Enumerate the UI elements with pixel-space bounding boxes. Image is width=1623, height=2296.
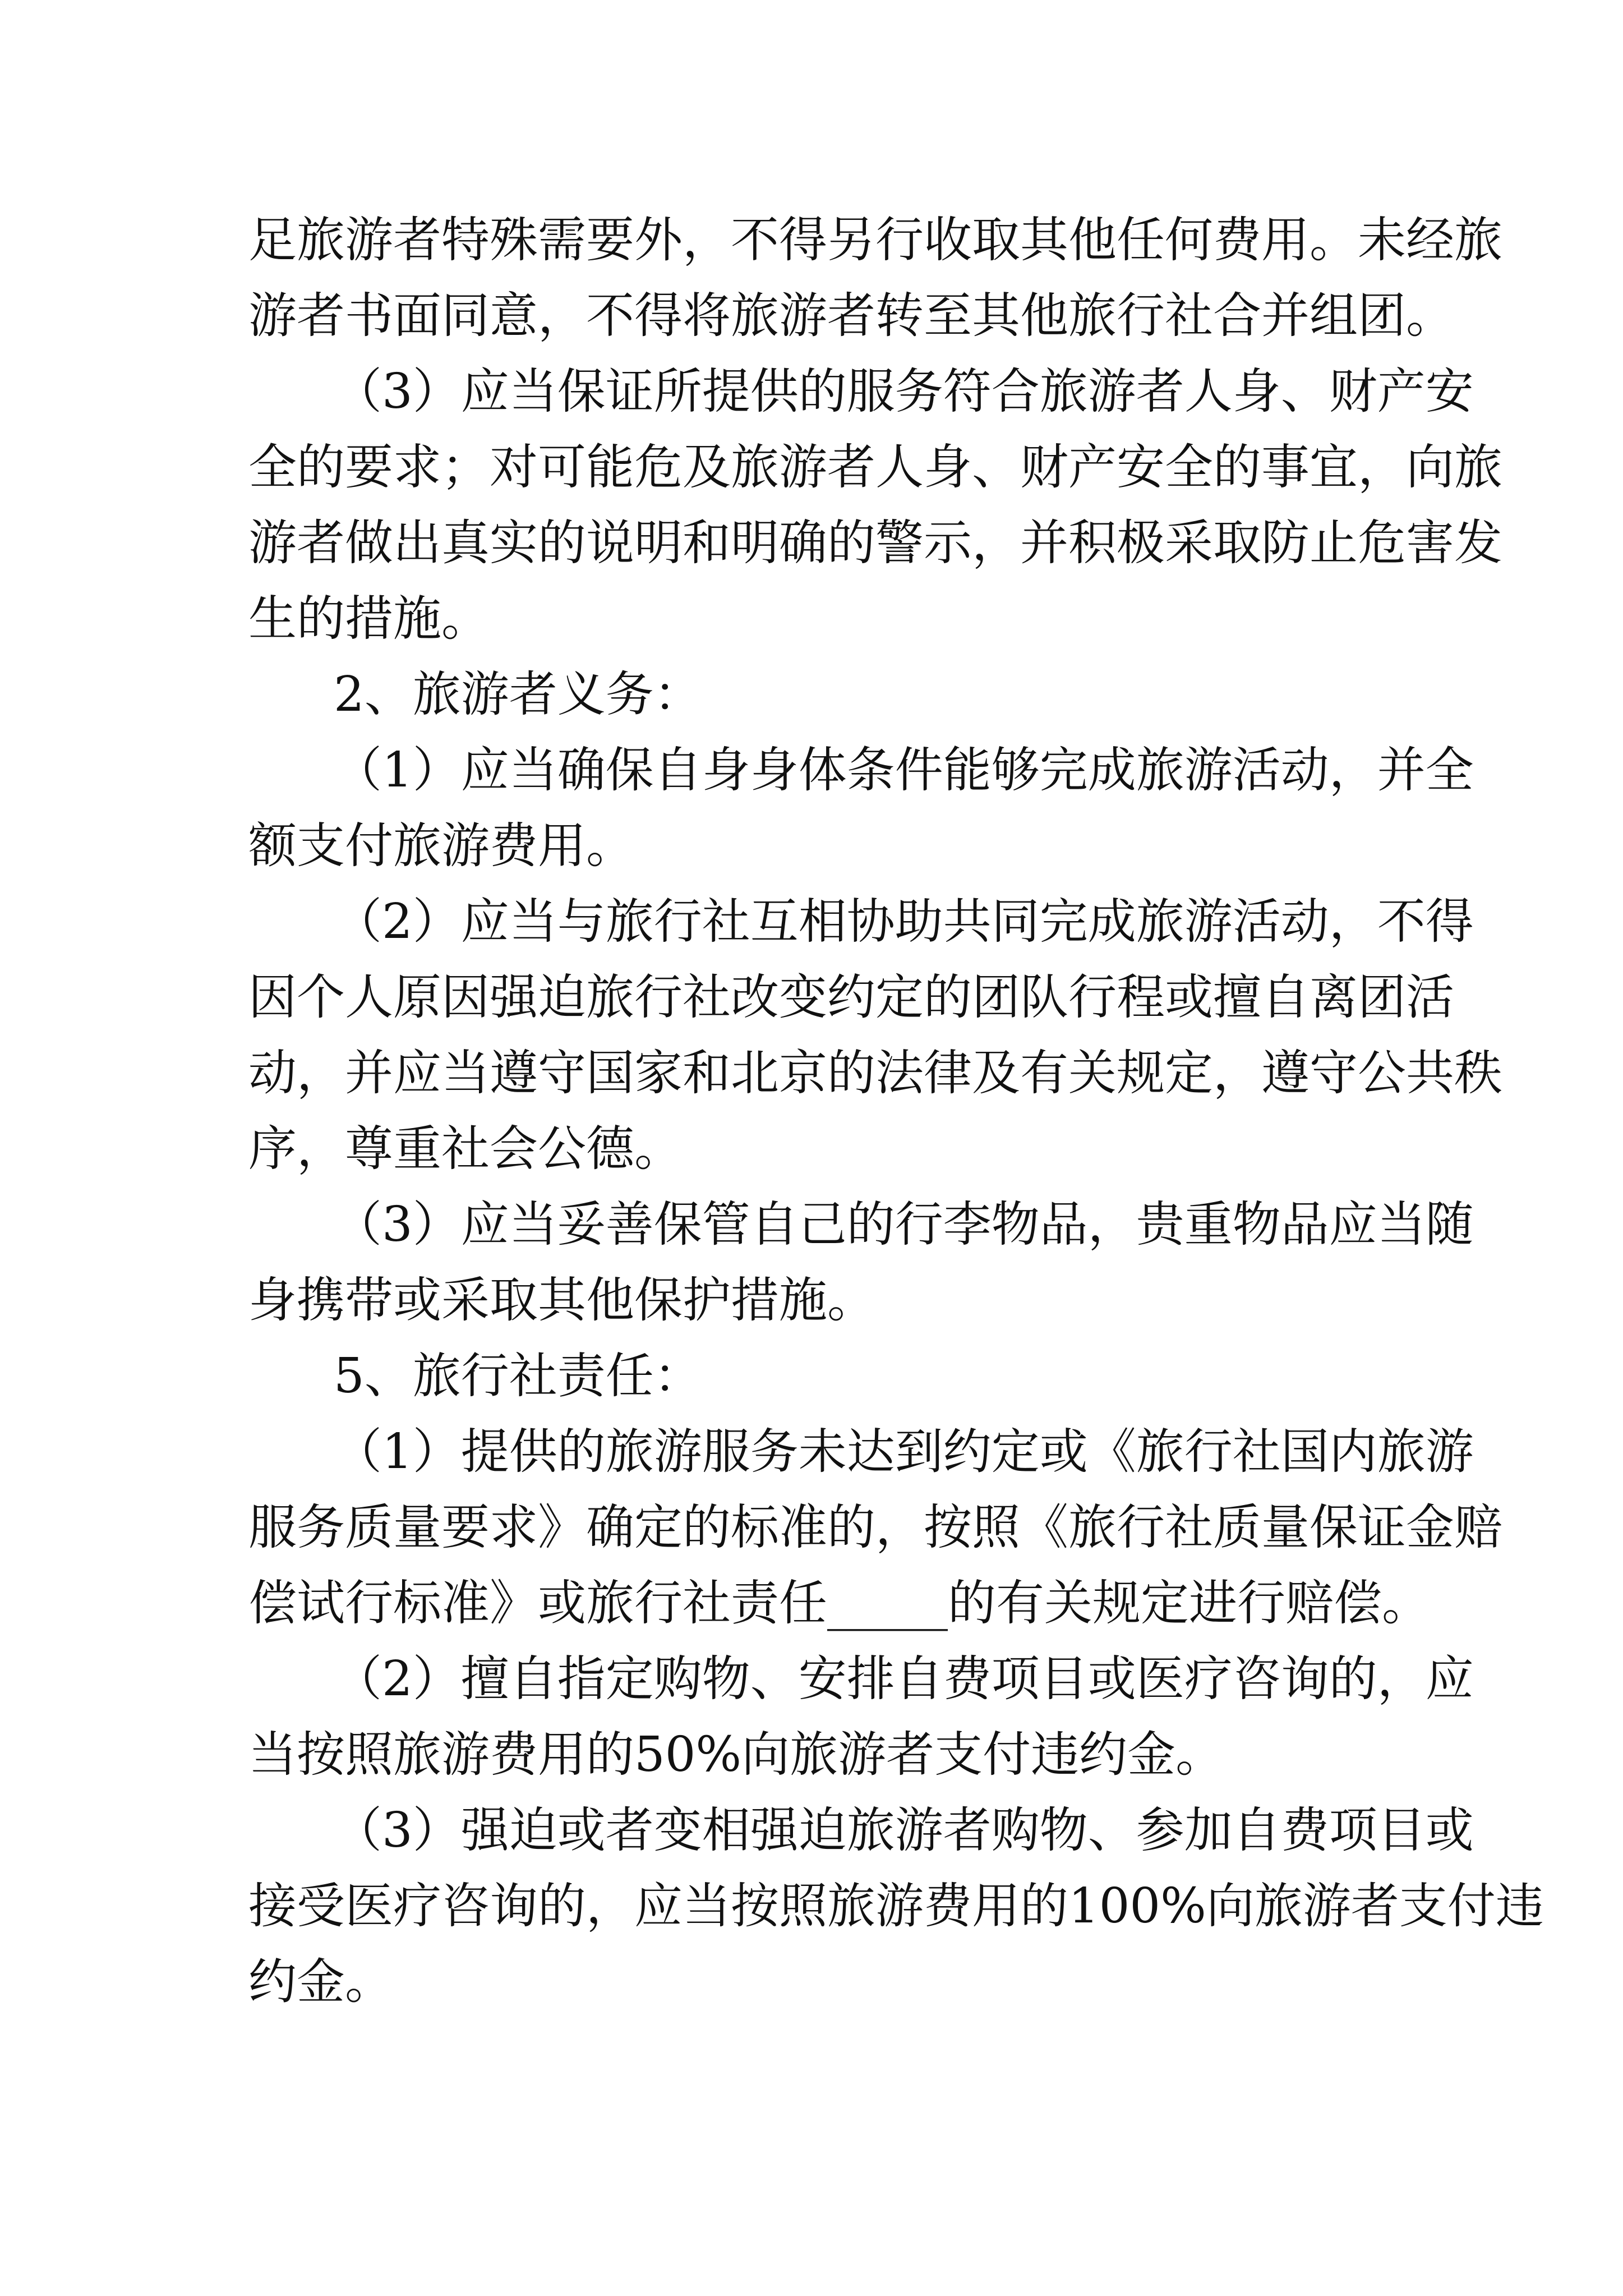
text-line: 偿试行标准》或旅行社责任_____的有关规定进行赔偿。 xyxy=(248,1575,1430,1631)
text-line: 序，尊重社会公德。 xyxy=(248,1121,683,1177)
text-line: 身携带或采取其他保护措施。 xyxy=(248,1272,875,1328)
text-line: （1）应当确保自身身体条件能够完成旅游活动，并全 xyxy=(334,742,1474,798)
text-line: 生的措施。 xyxy=(248,591,490,647)
text-line: （3）应当保证所提供的服务符合旅游者人身、财产安 xyxy=(334,364,1474,420)
text-line: 服务质量要求》确定的标准的，按照《旅行社质量保证金赔 xyxy=(248,1499,1502,1556)
text-line: 动，并应当遵守国家和北京的法律及有关规定，遵守公共秩 xyxy=(248,1045,1502,1101)
text-line: 当按照旅游费用的50%向旅游者支付违约金。 xyxy=(248,1727,1224,1783)
text-line: （1）提供的旅游服务未达到约定或《旅行社国内旅游 xyxy=(334,1424,1474,1480)
text-line: （3）应当妥善保管自己的行李物品，贵重物品应当随 xyxy=(334,1197,1474,1253)
text-line: 接受医疗咨询的，应当按照旅游费用的100%向旅游者支付违 xyxy=(248,1878,1544,1934)
text-line: （3）强迫或者变相强迫旅游者购物、参加自费项目或 xyxy=(334,1802,1474,1858)
section-heading: 2、旅游者义务： xyxy=(334,666,702,723)
text-line: 因个人原因强迫旅行社改变约定的团队行程或擅自离团活 xyxy=(248,969,1454,1025)
text-line: 游者做出真实的说明和明确的警示，并积极采取防止危害发 xyxy=(248,515,1502,571)
text-line: （2）应当与旅行社互相协助共同完成旅游活动，不得 xyxy=(334,894,1474,950)
text-line: 游者书面同意，不得将旅游者转至其他旅行社合并组团。 xyxy=(248,288,1454,344)
text-line: 足旅游者特殊需要外，不得另行收取其他任何费用。未经旅 xyxy=(248,212,1502,268)
text-line: 全的要求；对可能危及旅游者人身、财产安全的事宜，向旅 xyxy=(248,439,1502,495)
section-heading: 5、旅行社责任： xyxy=(334,1348,702,1404)
text-line: 额支付旅游费用。 xyxy=(248,818,634,874)
text-line: 约金。 xyxy=(248,1954,393,2010)
text-line: （2）擅自指定购物、安排自费项目或医疗咨询的，应 xyxy=(334,1651,1474,1707)
